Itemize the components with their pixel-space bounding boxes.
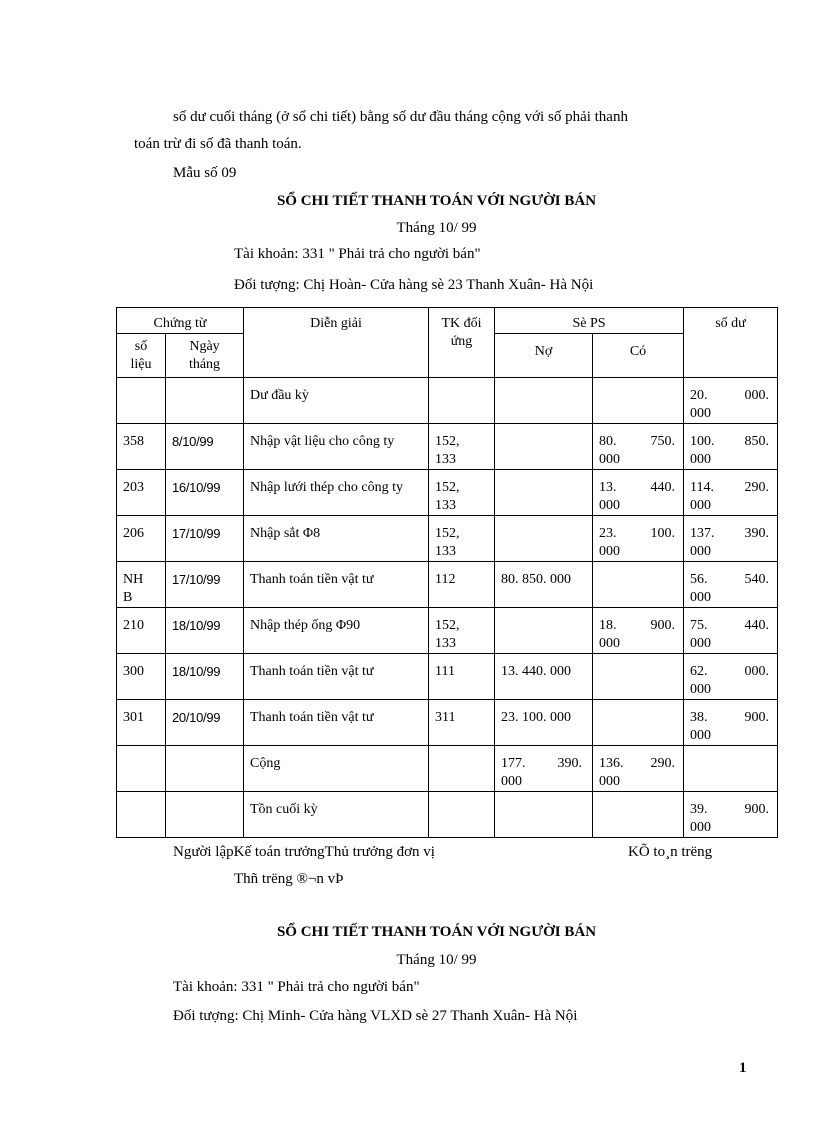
closing-row — [117, 792, 778, 838]
header-co: Có — [593, 334, 684, 378]
header-no: Nợ — [495, 334, 593, 378]
row-tk — [429, 654, 495, 700]
row-du — [684, 700, 778, 746]
total-label: Cộng — [244, 746, 429, 792]
row-tk-1: 152, — [435, 526, 460, 541]
ledger-account: Tài khoản: 331 " Phải trả cho người bán" — [234, 246, 481, 262]
row-du-b: 850. — [744, 434, 770, 449]
ledger-month: Tháng 10/ 99 — [396, 220, 477, 236]
row-so-hieu-1: 210 — [123, 618, 144, 633]
row-so-hieu-1: 206 — [123, 526, 144, 541]
header-so-hieu — [117, 334, 166, 378]
total-co — [593, 746, 684, 792]
closing-no — [495, 792, 593, 838]
row-description: Nhập vật liệu cho công ty — [244, 424, 429, 470]
ledger2-party: Đối tượng: Chị Minh- Cửa hàng VLXD sè 27 Thanh Xuân- Hà Nội — [173, 1008, 578, 1024]
total-du — [684, 746, 778, 792]
row-description: Nhập lưới thép cho công ty — [244, 470, 429, 516]
row-tk-1: 152, — [435, 618, 460, 633]
row-co — [593, 608, 684, 654]
total-no — [495, 746, 593, 792]
closing-label: Tồn cuối kỳ — [244, 792, 429, 838]
closing-du-c: 000 — [690, 820, 712, 835]
closing-du-b: 900. — [744, 802, 770, 817]
row-so-hieu — [117, 424, 166, 470]
row-date: 8/10/99 — [166, 424, 244, 470]
row-so-hieu — [117, 562, 166, 608]
total-co-c: 000 — [599, 774, 620, 789]
row-tk — [429, 378, 495, 424]
intro-line-2: toán trừ đi số đã thanh toán. — [134, 136, 302, 152]
row-du-a: 100. — [690, 434, 715, 449]
closing-sh — [117, 792, 166, 838]
row-date: 17/10/99 — [166, 516, 244, 562]
row-co-a: 23. — [599, 526, 617, 541]
row-date: 18/10/99 — [166, 608, 244, 654]
table-row — [117, 654, 778, 700]
row-co-a: 80. — [599, 434, 617, 449]
row-du-c: 000 — [690, 544, 712, 559]
row-co-c: 000 — [599, 498, 620, 513]
row-date: 16/10/99 — [166, 470, 244, 516]
row-tk — [429, 470, 495, 516]
row-so-hieu — [117, 608, 166, 654]
row-date: 17/10/99 — [166, 562, 244, 608]
row-no: 23. 100. 000 — [495, 700, 593, 746]
row-co-c: 000 — [599, 544, 620, 559]
row-co-c: 000 — [599, 636, 620, 651]
row-description: Dư đầu kỳ — [244, 378, 429, 424]
row-so-hieu — [117, 516, 166, 562]
row-co-b: 900. — [650, 618, 676, 633]
row-so-hieu-1: 300 — [123, 664, 144, 679]
row-tk — [429, 424, 495, 470]
header-dien-giai: Diễn giải — [244, 308, 429, 378]
row-du-b: 900. — [744, 710, 770, 725]
row-no: 80. 850. 000 — [495, 562, 593, 608]
intro-line-1: số dư cuối tháng (ở sổ chi tiết) bằng số dư đầu tháng cộng với số phải thanh — [173, 109, 628, 125]
row-no — [495, 516, 593, 562]
page-number: 1 — [739, 1060, 747, 1076]
ledger-table — [116, 307, 778, 838]
header-so-du: số dư — [684, 308, 778, 378]
form-number: Mẫu số 09 — [173, 165, 237, 181]
row-du — [684, 562, 778, 608]
row-du-c: 000 — [690, 406, 712, 421]
row-co-b: 750. — [650, 434, 676, 449]
total-co-b: 290. — [650, 756, 676, 771]
row-no — [495, 378, 593, 424]
row-co — [593, 516, 684, 562]
header-ngay-line-1: Ngày — [189, 339, 220, 354]
table-row — [117, 608, 778, 654]
header-tk-doi-ung — [429, 308, 495, 378]
ledger2-account: Tài khoản: 331 " Phải trả cho người bán" — [173, 979, 420, 995]
row-du-c: 000 — [690, 452, 712, 467]
row-du — [684, 424, 778, 470]
row-tk-1: 152, — [435, 480, 460, 495]
row-so-hieu-1: NH — [123, 572, 144, 587]
ledger-title: SỔ CHI TIẾT THANH TOÁN VỚI NGƯỜI BÁN — [276, 193, 597, 209]
row-tk — [429, 562, 495, 608]
row-du-a: 56. — [690, 572, 708, 587]
row-co-b: 440. — [650, 480, 676, 495]
row-du-b: 540. — [744, 572, 770, 587]
table-row — [117, 516, 778, 562]
signature-line-1: Người lậpKế toán trưởngThủ trưởng đơn vị — [173, 844, 435, 860]
row-du-c: 000 — [690, 590, 712, 605]
closing-date — [166, 792, 244, 838]
row-so-hieu — [117, 654, 166, 700]
row-tk-2: 133 — [435, 544, 456, 559]
table-row — [117, 700, 778, 746]
row-du-a: 62. — [690, 664, 708, 679]
closing-tk — [429, 792, 495, 838]
row-co — [593, 424, 684, 470]
header-so-hieu-line-1: số — [134, 339, 148, 354]
row-du-a: 75. — [690, 618, 708, 633]
row-so-hieu — [117, 700, 166, 746]
row-description: Thanh toán tiền vật tư — [244, 700, 429, 746]
row-no: 13. 440. 000 — [495, 654, 593, 700]
closing-co — [593, 792, 684, 838]
ledger2-title: SỔ CHI TIẾT THANH TOÁN VỚI NGƯỜI BÁN — [276, 924, 597, 940]
row-du-c: 000 — [690, 636, 712, 651]
row-no — [495, 470, 593, 516]
row-du-a: 38. — [690, 710, 708, 725]
row-so-hieu — [117, 378, 166, 424]
row-du-b: 440. — [744, 618, 770, 633]
signature-line-1-right: KÕ to¸n trëng — [628, 844, 713, 860]
row-description: Nhập thép ống Φ90 — [244, 608, 429, 654]
table-row — [117, 562, 778, 608]
row-date — [166, 378, 244, 424]
row-du — [684, 608, 778, 654]
ledger-body — [117, 378, 778, 746]
table-row — [117, 424, 778, 470]
row-tk-1: 152, — [435, 434, 460, 449]
row-co — [593, 378, 684, 424]
row-du-b: 290. — [744, 480, 770, 495]
table-row — [117, 470, 778, 516]
header-ngay-thang — [166, 334, 244, 378]
row-description: Thanh toán tiền vật tư — [244, 654, 429, 700]
total-co-a: 136. — [599, 756, 624, 771]
total-no-c: 000 — [501, 774, 522, 789]
row-date: 18/10/99 — [166, 654, 244, 700]
total-date — [166, 746, 244, 792]
row-tk — [429, 700, 495, 746]
header-ngay-line-2: tháng — [188, 357, 221, 372]
row-du — [684, 654, 778, 700]
row-description: Nhập sắt Φ8 — [244, 516, 429, 562]
header-tk-line-1: TK đối — [441, 316, 482, 331]
row-so-hieu-1: 358 — [123, 434, 144, 449]
row-du — [684, 378, 778, 424]
row-du-a: 114. — [690, 480, 714, 495]
row-du-c: 000 — [690, 728, 712, 743]
row-no — [495, 608, 593, 654]
row-co — [593, 562, 684, 608]
ledger2-month: Tháng 10/ 99 — [396, 952, 477, 968]
signature-line-2: Thñ trëng ®¬n vÞ — [234, 871, 344, 887]
row-du-a: 20. — [690, 388, 708, 403]
row-tk-2: 133 — [435, 636, 456, 651]
row-tk-1: 111 — [435, 664, 455, 679]
closing-du — [684, 792, 778, 838]
row-so-hieu — [117, 470, 166, 516]
total-row — [117, 746, 778, 792]
header-row-1 — [117, 308, 778, 334]
row-du — [684, 470, 778, 516]
row-co-a: 13. — [599, 480, 617, 495]
closing-du-a: 39. — [690, 802, 708, 817]
header-so-hieu-line-2: liệu — [130, 357, 152, 372]
row-so-hieu-2: B — [123, 590, 133, 605]
row-description: Thanh toán tiền vật tư — [244, 562, 429, 608]
row-du-c: 000 — [690, 498, 712, 513]
header-se-ps: Sè PS — [495, 308, 684, 334]
total-no-b: 390. — [557, 756, 582, 771]
row-du-a: 137. — [690, 526, 715, 541]
row-co-b: 100. — [650, 526, 676, 541]
row-tk-2: 133 — [435, 452, 456, 467]
row-so-hieu-1: 301 — [123, 710, 144, 725]
row-tk-1: 112 — [435, 572, 456, 587]
row-du-b: 390. — [744, 526, 770, 541]
header-chung-tu: Chứng từ — [117, 308, 244, 334]
row-du-c: 000 — [690, 682, 712, 697]
total-tk — [429, 746, 495, 792]
row-du — [684, 516, 778, 562]
total-no-a: 177. — [501, 756, 526, 771]
row-co — [593, 470, 684, 516]
ledger-party: Đối tượng: Chị Hoàn- Cửa hàng sè 23 Thanh Xuân- Hà Nội — [234, 277, 594, 293]
header-tk-line-2: ứng — [450, 334, 473, 349]
row-co-a: 18. — [599, 618, 617, 633]
table-row — [117, 378, 778, 424]
row-co-c: 000 — [599, 452, 620, 467]
row-tk-1: 311 — [435, 710, 456, 725]
row-date: 20/10/99 — [166, 700, 244, 746]
row-co — [593, 700, 684, 746]
row-tk — [429, 516, 495, 562]
row-du-b: 000. — [744, 388, 770, 403]
row-no — [495, 424, 593, 470]
total-sh — [117, 746, 166, 792]
row-so-hieu-1: 203 — [123, 480, 144, 495]
row-tk — [429, 608, 495, 654]
row-du-b: 000. — [744, 664, 770, 679]
row-co — [593, 654, 684, 700]
row-tk-2: 133 — [435, 498, 456, 513]
